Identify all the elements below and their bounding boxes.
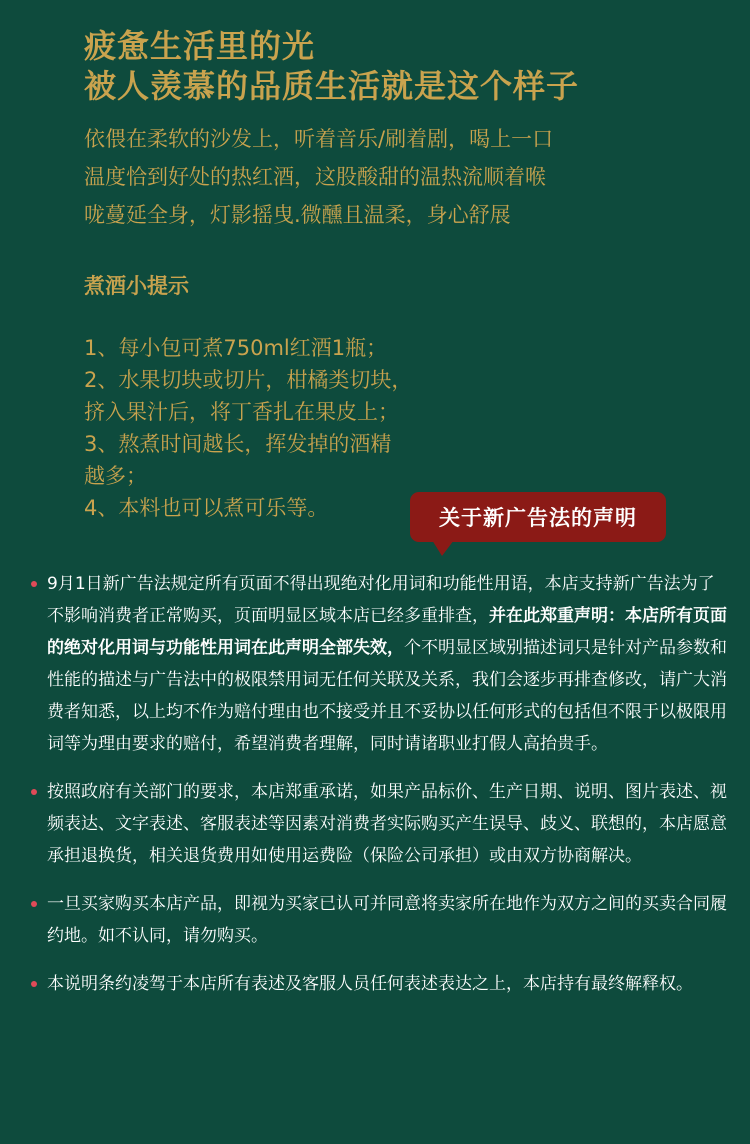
bullet-dot-icon (31, 581, 37, 587)
hero-desc-line-3: 咙蔓延全身，灯影摇曳.微醺且温柔，身心舒展 (84, 203, 511, 227)
hero-title (84, 26, 704, 106)
legal-p3-text: 一旦买家购买本店产品，即视为买家已认可并同意将卖家所在地作为双方之间的买卖合同履约地。如不认同，请勿购买。 (47, 894, 727, 946)
bullet-dot-icon (31, 981, 37, 987)
legal-p4-text: 本说明条约凌驾于本店所有表述及客服人员任何表述表达之上，本店持有最终解释权。 (47, 974, 693, 994)
tips-item: 3、熬煮时间越长，挥发掉的酒精 (84, 432, 392, 456)
speech-bubble-tail (432, 540, 454, 556)
hero-section (84, 26, 704, 524)
legal-paragraph-4 (31, 968, 727, 1000)
legal-p2-text: 按照政府有关部门的要求，本店郑重承诺，如果产品标价、生产日期、说明、图片表述、视频表达、文字表述、客服表述等因素对消费者实际购买产生误导、歧义、联想的，本店愿意承担退换货，相关退货费用如使用运费险（保险公司承担）或由双方协商解决。 (47, 782, 727, 866)
tips-item: 4、本料也可以煮可乐等。 (84, 496, 329, 520)
legal-p1-text-a: 9月1日新广告法规定所有页面不得出现绝对化用词和功能性用语，本店支持新广告法为了不影响消费者正常购买，页面明显区域本店已经多重排查， (47, 574, 715, 626)
tips-item: 2、水果切块或切片，柑橘类切块， (84, 368, 413, 392)
tips-item: 挤入果汁后，将丁香扎在果皮上； (84, 400, 399, 424)
legal-paragraph-1 (31, 568, 727, 760)
legal-paragraph-3 (31, 888, 727, 952)
hero-title-line-1: 疲惫生活里的光 (84, 27, 316, 65)
tips-item: 1、每小包可煮750ml红酒1瓶； (84, 336, 388, 360)
hero-desc-line-1: 依偎在柔软的沙发上，听着音乐/刷着剧，喝上一口 (84, 127, 554, 151)
tips-title: 煮酒小提示 (84, 274, 189, 298)
legal-paragraph-2 (31, 776, 727, 872)
tips-item: 越多； (84, 464, 147, 488)
ad-law-statement-badge (410, 492, 666, 542)
legal-statement-section (31, 568, 727, 1016)
legal-p1-text-c: 个不明显区域别描述词只是针对产品参数和性能的描述与广告法中的极限禁用词无任何关联及关系，我们会逐步再排查修改，请广大消费者知悉，以上均不作为赔付理由也不接受并且不妥协以任何形式的包括但不限于以极限用词等为理由要求的赔付，希望消费者理解，同时请诸职业打假人高抬贵手。 (47, 638, 727, 754)
ad-law-statement-label: 关于新广告法的声明 (439, 506, 637, 530)
tips-list (84, 332, 464, 524)
bullet-dot-icon (31, 789, 37, 795)
hero-description (84, 120, 704, 234)
legal-p1-emphasis: 并在此郑重声明：本店所有页面的绝对化用词与功能性用词在此声明全部失效， (47, 606, 727, 658)
bullet-dot-icon (31, 901, 37, 907)
hero-desc-line-2: 温度恰到好处的热红酒，这股酸甜的温热流顺着喉 (84, 165, 546, 189)
hero-title-line-2: 被人羡慕的品质生活就是这个样子 (84, 67, 580, 105)
